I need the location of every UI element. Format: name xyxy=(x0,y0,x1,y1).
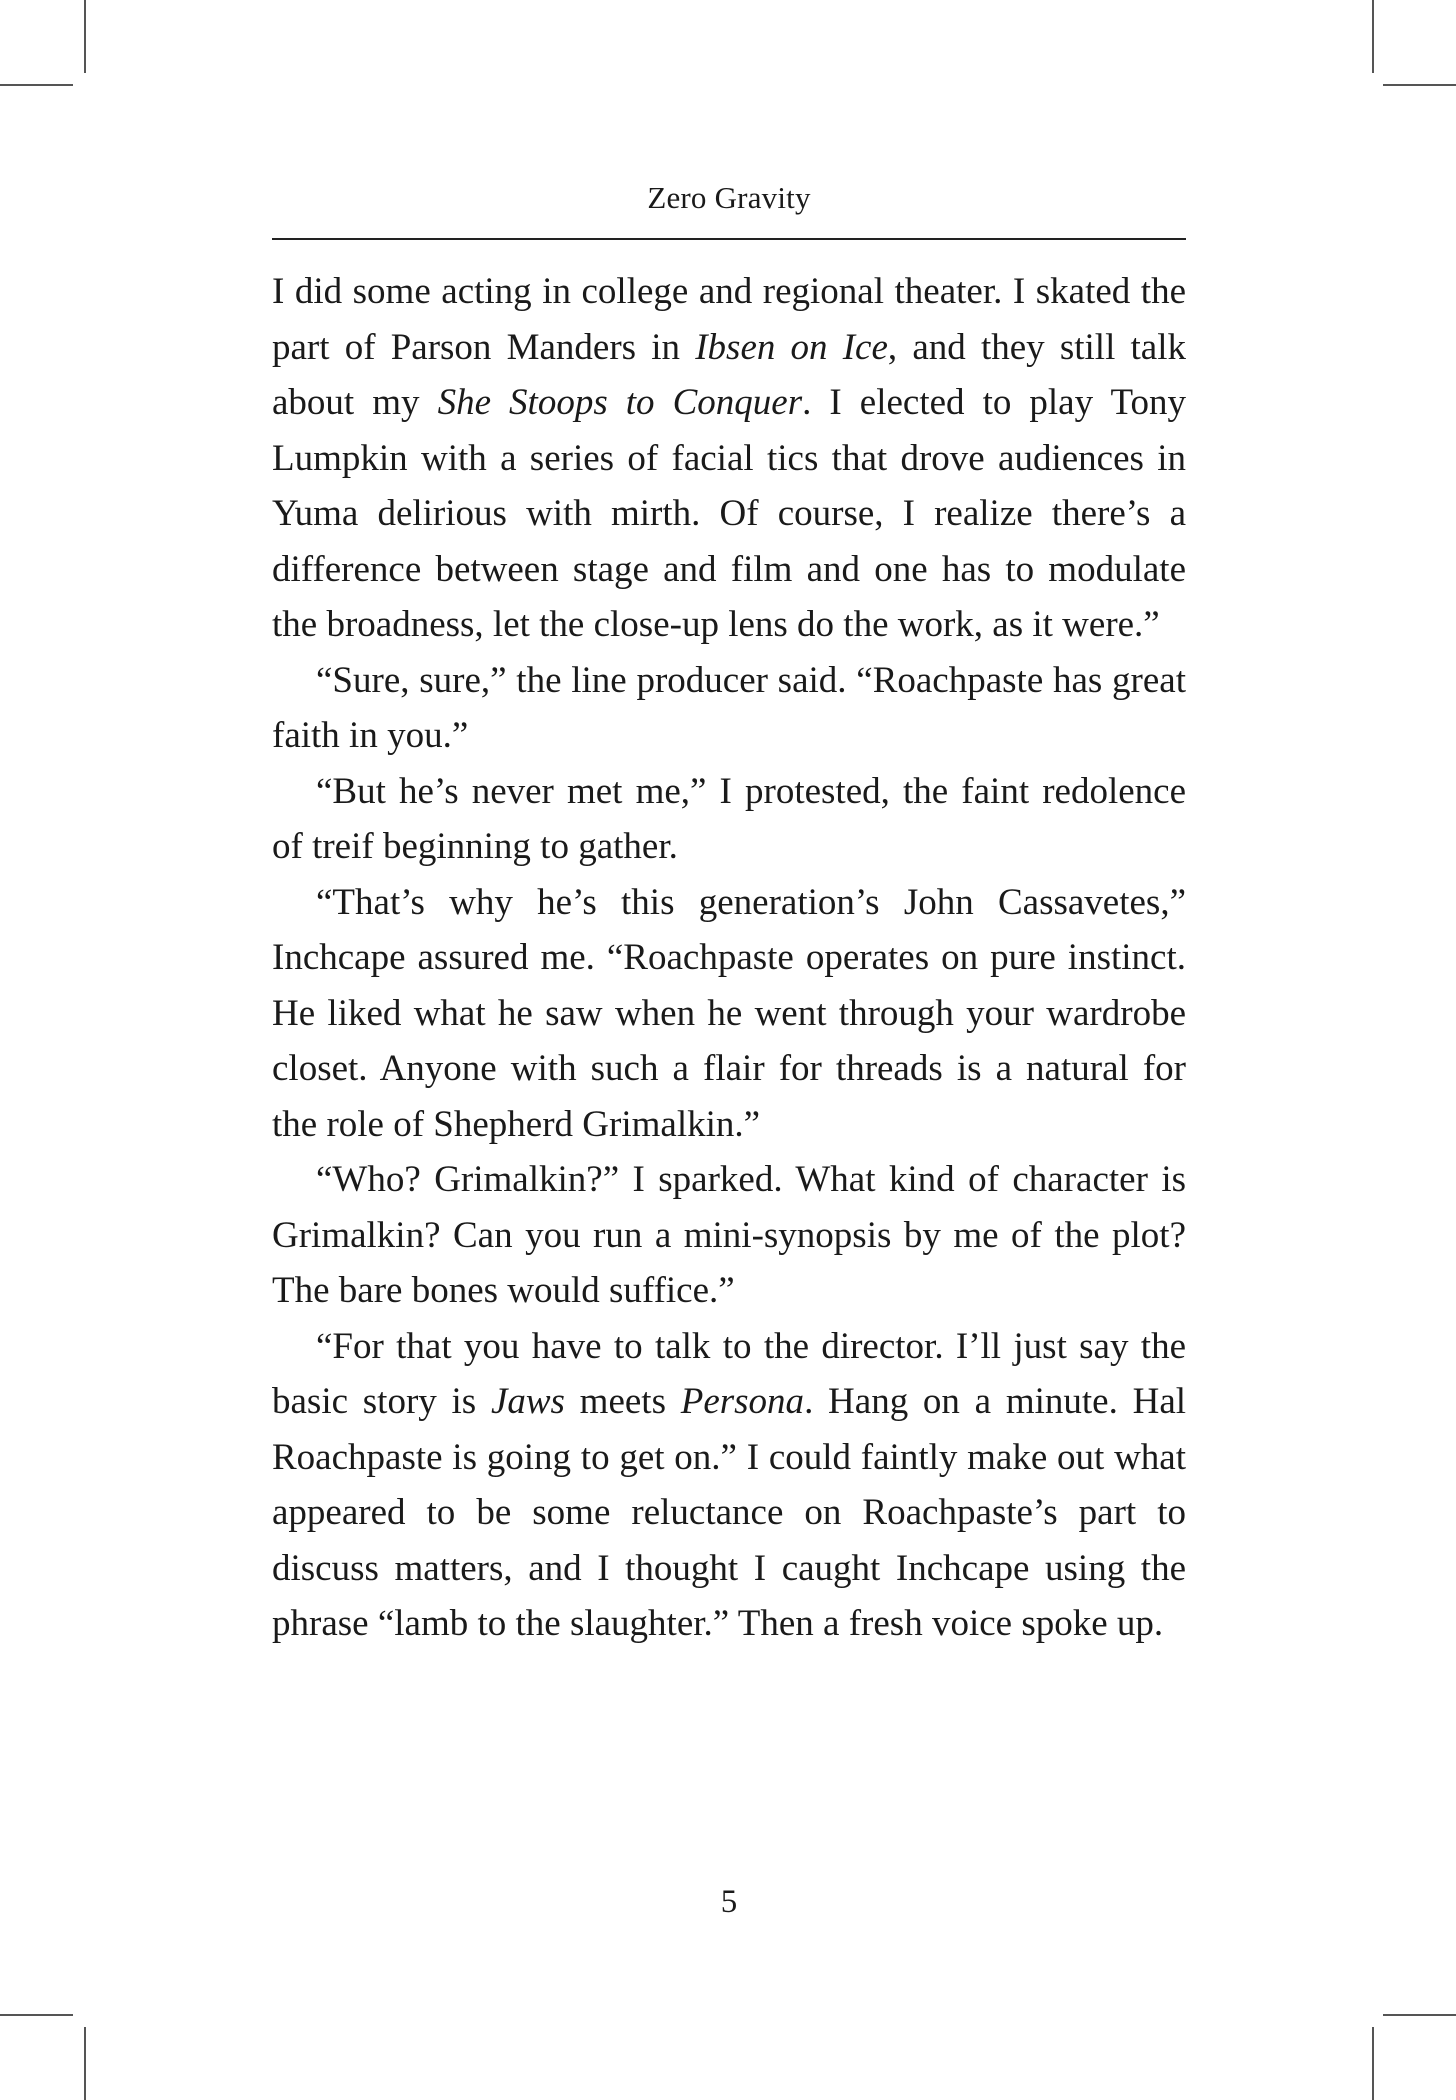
text-run: “But he’s never met me,” I protested, the faint redolence of treif beginning to gather. xyxy=(272,770,1186,867)
crop-mark-bottom-right-vertical xyxy=(1372,2027,1374,2100)
paragraph xyxy=(272,764,1186,875)
crop-mark-top-right-horizontal xyxy=(1383,84,1456,86)
crop-mark-top-left-vertical xyxy=(84,0,86,73)
italic-title: Jaws xyxy=(490,1381,565,1422)
text-run: meets xyxy=(564,1381,681,1422)
italic-title: Persona xyxy=(680,1381,805,1422)
paragraph xyxy=(272,875,1186,1153)
crop-mark-bottom-right-horizontal xyxy=(1383,2014,1456,2016)
text-run: “Sure, sure,” the line producer said. “Roachpaste has great faith in you.” xyxy=(272,659,1186,756)
text-run: I did some acting in college and regional theater. I skated the part of Parson Manders in xyxy=(272,271,1186,368)
paragraph xyxy=(272,1152,1186,1319)
crop-mark-top-right-vertical xyxy=(1372,0,1374,73)
paragraph xyxy=(272,653,1186,764)
paragraph xyxy=(272,264,1186,653)
text-run: “Who? Grimalkin?” I sparked. What kind of character is Grimalkin? Can you run a mini-synopsis by me of the plot? The bare bones would suffice.” xyxy=(272,1159,1186,1311)
running-head: Zero Gravity xyxy=(647,180,811,215)
text-run: , and they still talk about my xyxy=(272,326,1187,423)
page-number: 5 xyxy=(720,1884,738,1920)
text-run: “That’s why he’s this generation’s John Cassavetes,” Inchcape assured me. “Roachpaste operates on pure instinct. He liked what he saw when he went through your wardrobe closet. Anyone with such a flair for threads is a natural for the role of Shepherd Grimalkin.” xyxy=(272,881,1186,1145)
crop-mark-bottom-left-horizontal xyxy=(0,2014,73,2016)
body-text xyxy=(272,264,1186,1652)
italic-title: Ibsen on Ice xyxy=(695,326,888,368)
paragraph xyxy=(272,1319,1186,1652)
italic-title: She Stoops to Conquer xyxy=(437,382,803,423)
text-run: “For that you have to talk to the director. I’ll just say the basic story is xyxy=(272,1325,1186,1422)
crop-mark-bottom-left-vertical xyxy=(84,2027,86,2100)
crop-mark-top-left-horizontal xyxy=(0,84,73,86)
text-run: . I elected to play Tony Lumpkin with a series of facial tics that drove audiences in Yuma delirious with mirth. Of course, I realize there’s a difference between stage and film and one has to modulate the broadness, let the close-up lens do the work, as it were.” xyxy=(272,382,1186,645)
running-head-rule xyxy=(272,238,1186,240)
text-run: . Hang on a minute. Hal Roachpaste is going to get on.” I could faintly make out what appeared to be some reluctance on Roachpaste’s part to discuss matters, and I thought I caught Inchcape using the phrase “lamb to the slaughter.” Then a fresh voice spoke up. xyxy=(272,1381,1187,1644)
